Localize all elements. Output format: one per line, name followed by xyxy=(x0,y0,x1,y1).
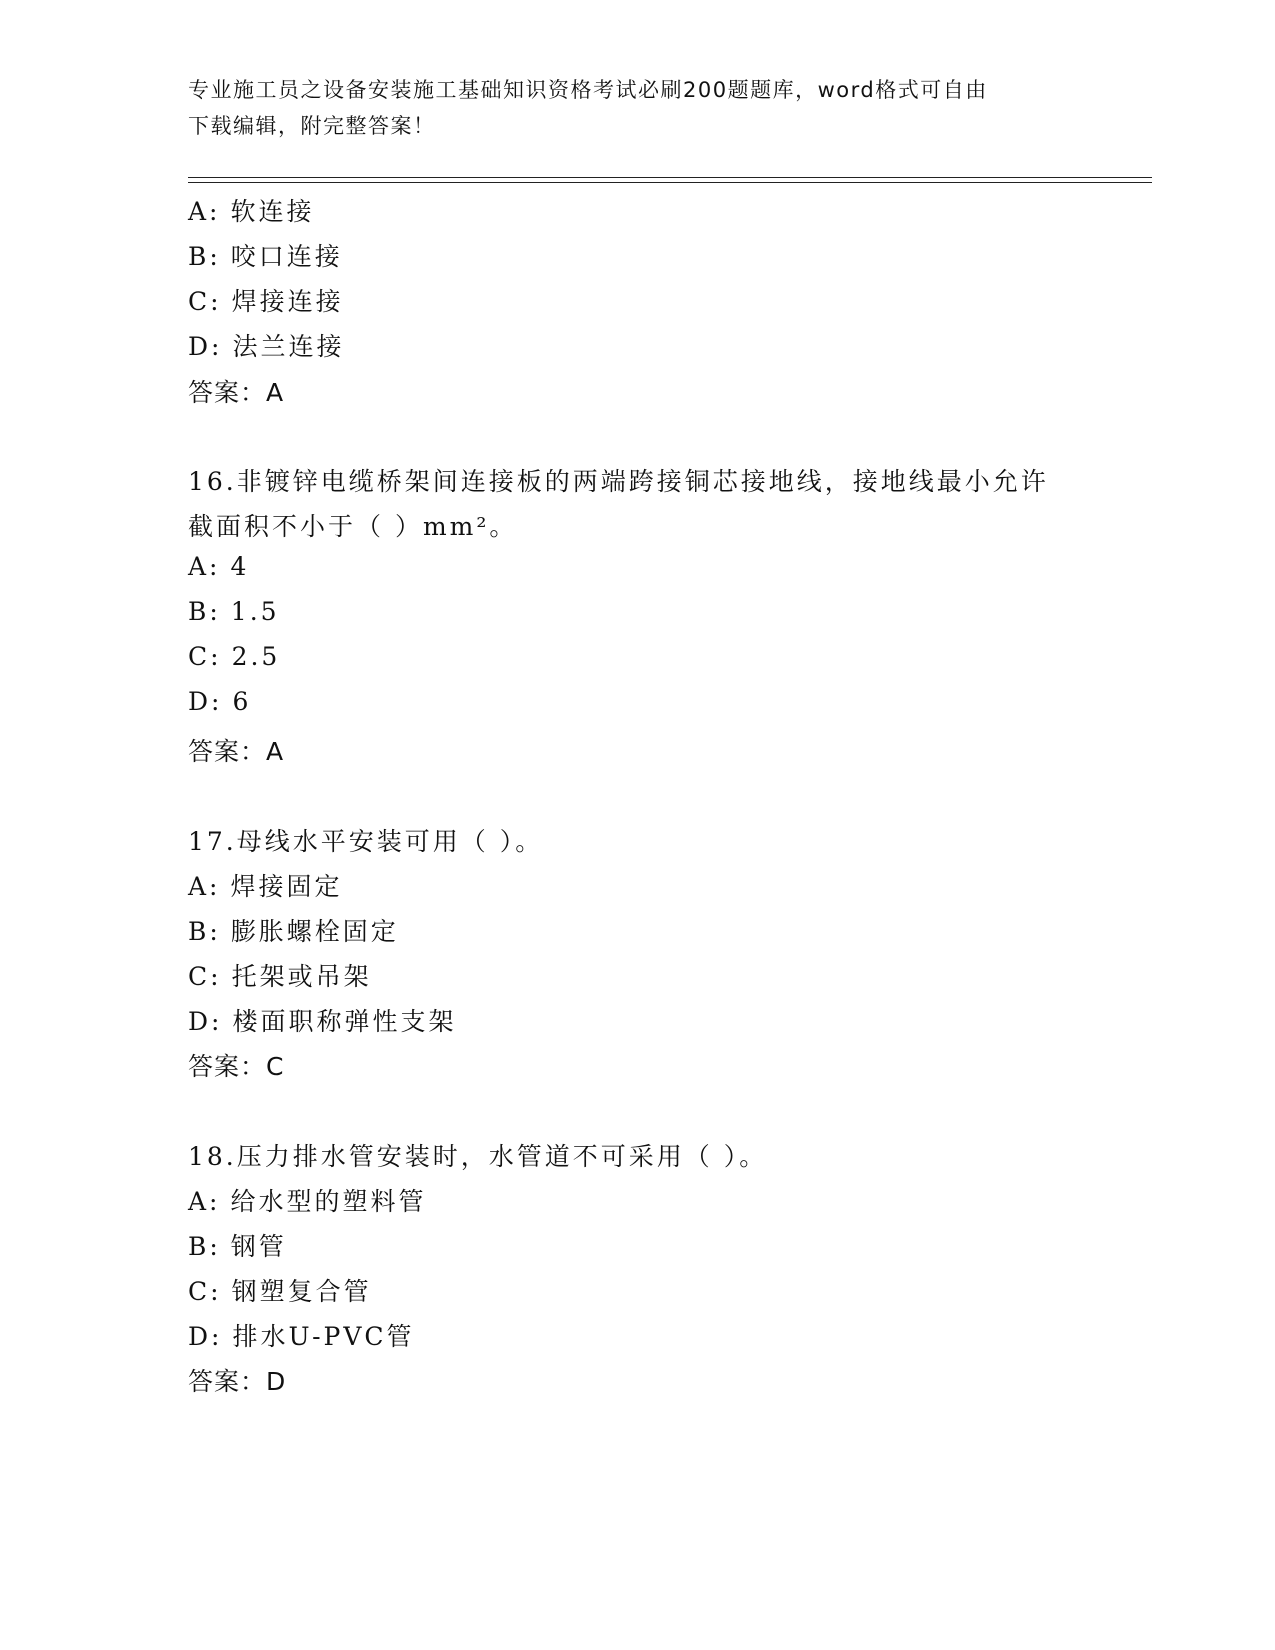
option-text: 钢塑复合管 xyxy=(231,1277,372,1306)
option-prefix: A: xyxy=(188,872,221,901)
option-text: 法兰连接 xyxy=(232,332,345,361)
option-text: 6 xyxy=(232,687,252,716)
option-b xyxy=(188,597,280,626)
option-d xyxy=(188,327,344,363)
option-prefix: B: xyxy=(188,1232,221,1261)
option-b xyxy=(188,912,399,948)
header-divider-bottom xyxy=(188,182,1152,183)
option-text: 给水型的塑料管 xyxy=(230,1187,427,1216)
answer-line: 答案：A xyxy=(188,378,285,407)
option-text: 焊接连接 xyxy=(231,287,344,316)
option-c xyxy=(188,957,372,993)
option-a xyxy=(188,192,315,228)
option-text: 咬口连接 xyxy=(230,242,343,271)
option-prefix: A: xyxy=(188,1187,221,1216)
option-text: 2.5 xyxy=(231,642,281,671)
option-c xyxy=(188,282,344,318)
option-prefix: C: xyxy=(188,287,222,316)
option-d xyxy=(188,1002,456,1038)
option-prefix: B: xyxy=(188,242,221,271)
option-text: 4 xyxy=(230,552,250,581)
option-prefix: D: xyxy=(188,687,223,716)
question-stem-18: 18.压力排水管安装时，水管道不可采用（ ）。 xyxy=(188,1142,768,1171)
question-stem-16: 16.非镀锌电缆桥架间连接板的两端跨接铜芯接地线，接地线最小允许 xyxy=(188,467,1049,496)
question-stem-16-cont: 截面积不小于（ ）mm²。 xyxy=(188,512,518,541)
option-c xyxy=(188,1272,372,1308)
option-prefix: C: xyxy=(188,642,222,671)
document-header xyxy=(188,72,1088,144)
option-prefix: C: xyxy=(188,1277,222,1306)
option-prefix: B: xyxy=(188,597,221,626)
answer-line: 答案：C xyxy=(188,1052,285,1081)
option-prefix: D: xyxy=(188,332,223,361)
option-d xyxy=(188,1317,415,1353)
option-a xyxy=(188,1182,427,1218)
option-prefix: A: xyxy=(188,197,221,226)
option-text: 钢管 xyxy=(230,1232,287,1261)
option-text: 排水U-PVC管 xyxy=(232,1322,415,1351)
option-a xyxy=(188,867,343,903)
answer-line: 答案：A xyxy=(188,737,285,766)
option-prefix: D: xyxy=(188,1322,223,1351)
option-text: 楼面职称弹性支架 xyxy=(232,1007,457,1036)
option-text: 托架或吊架 xyxy=(231,962,372,991)
header-line-2: 下载编辑，附完整答案！ xyxy=(188,114,436,138)
option-d xyxy=(188,687,251,716)
option-prefix: C: xyxy=(188,962,222,991)
option-b xyxy=(188,1227,287,1263)
option-text: 1.5 xyxy=(230,597,280,626)
option-text: 软连接 xyxy=(230,197,315,226)
option-b xyxy=(188,237,343,273)
option-prefix: A: xyxy=(188,552,221,581)
option-text: 焊接固定 xyxy=(230,872,343,901)
option-text: 膨胀螺栓固定 xyxy=(230,917,399,946)
header-divider-top xyxy=(188,177,1152,178)
answer-line: 答案：D xyxy=(188,1367,287,1396)
option-prefix: B: xyxy=(188,917,221,946)
option-a xyxy=(188,552,249,581)
option-prefix: D: xyxy=(188,1007,223,1036)
option-c xyxy=(188,642,280,671)
header-line-1: 专业施工员之设备安装施工基础知识资格考试必刷200题题库，word格式可自由 xyxy=(188,78,988,102)
question-stem-17: 17.母线水平安装可用（ ）。 xyxy=(188,827,544,856)
